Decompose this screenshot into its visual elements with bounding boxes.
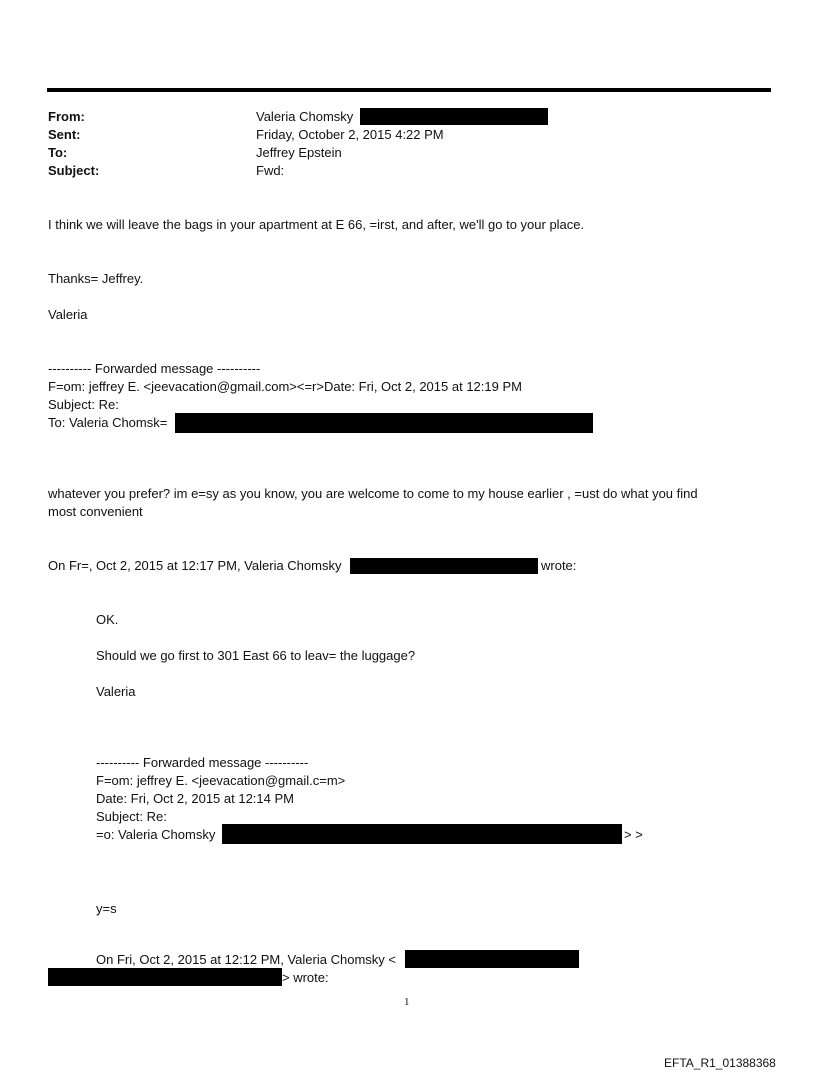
to-label: To: <box>48 145 68 160</box>
forward-2-date: Date: Fri, Oct 2, 2015 at 12:14 PM <box>96 791 294 806</box>
quote-2-header: On Fri, Oct 2, 2015 at 12:12 PM, Valeria Chomsky < <box>96 952 396 967</box>
subject-value: Fwd: <box>256 163 285 178</box>
redaction-forward-2-to <box>222 824 622 844</box>
redaction-quote-2-email-b <box>48 968 282 986</box>
quote-2-wrote: > wrote: <box>282 970 329 985</box>
reply-yes: y=s <box>96 901 117 916</box>
forward-2-subject: Subject: Re: <box>96 809 167 824</box>
quote-question: Should we go first to 301 East 66 to leav= the luggage? <box>96 648 416 663</box>
from-value: Valeria Chomsky <box>256 109 354 124</box>
quote-1-header: On Fr=, Oct 2, 2015 at 12:17 PM, Valeria Chomsky <box>48 558 342 573</box>
forward-separator-2: ---------- Forwarded message ---------- <box>96 755 309 770</box>
reply-1-line-a: whatever you prefer? im e=sy as you know, you are welcome to come to my house earlier , =ust do what you find <box>48 486 698 501</box>
message-signoff: Valeria <box>48 307 88 322</box>
quote-1-wrote: wrote: <box>541 558 577 573</box>
forward-2-from: F=om: jeffrey E. <jeevacation@gmail.c=m> <box>96 773 346 788</box>
sent-label: Sent: <box>48 127 81 142</box>
forward-2-to: =o: Valeria Chomsky <box>96 827 216 842</box>
message-line-1: I think we will leave the bags in your apartment at E 66, =irst, and after, we'll go to your place. <box>48 217 585 232</box>
message-thanks: Thanks= Jeffrey. <box>48 271 144 286</box>
forward-2-to-suffix: > > <box>624 827 643 842</box>
to-value: Jeffrey Epstein <box>256 145 342 160</box>
forward-1-to: To: Valeria Chomsk= <box>48 415 168 430</box>
forward-1-subject: Subject: Re: <box>48 397 119 412</box>
subject-label: Subject: <box>48 163 100 178</box>
forward-separator-1: ---------- Forwarded message ---------- <box>48 361 261 376</box>
reply-1-line-b: most convenient <box>48 504 143 519</box>
sent-value: Friday, October 2, 2015 4:22 PM <box>256 127 444 142</box>
document-id: EFTA_R1_01388368 <box>664 1056 776 1070</box>
from-label: From: <box>48 109 85 124</box>
redaction-from-email <box>360 108 548 125</box>
forward-1-from: F=om: jeffrey E. <jeevacation@gmail.com><=r>Date: Fri, Oct 2, 2015 at 12:19 PM <box>48 379 522 394</box>
quote-ok: OK. <box>96 612 119 627</box>
quote-signoff: Valeria <box>96 684 136 699</box>
redaction-quote-1-email <box>350 558 538 574</box>
redaction-forward-1-to <box>175 413 593 433</box>
page-number: 1 <box>404 996 410 1008</box>
redaction-quote-2-email-a <box>405 950 579 968</box>
header-rule <box>47 88 771 92</box>
